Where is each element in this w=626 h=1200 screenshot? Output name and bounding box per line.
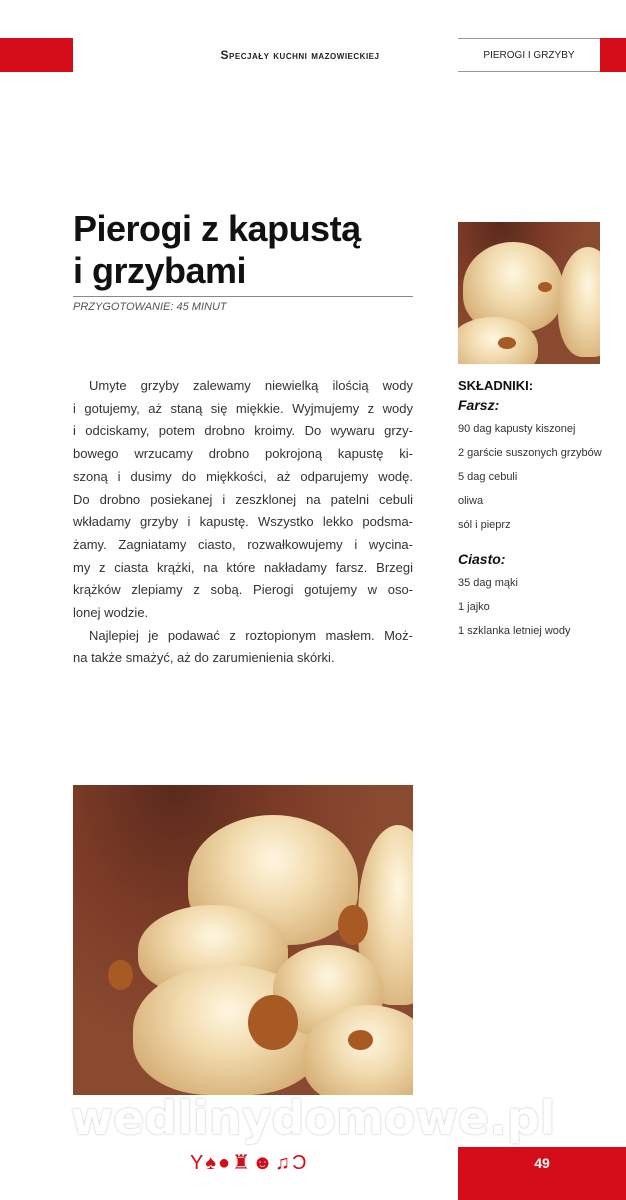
watermark: wedlinydomowe.pl: [70, 1091, 556, 1145]
header-red-bar-right: [600, 38, 626, 72]
ciasto-label: Ciasto:: [458, 551, 506, 567]
prep-time: PRZYGOTOWANIE: 45 MINUT: [73, 301, 227, 313]
pierogi-photo-small: [458, 222, 600, 364]
body-line: lonej wodzie.: [73, 605, 149, 621]
pierogi-photo-large: [73, 785, 413, 1095]
planet-icon: ●: [217, 1152, 233, 1174]
body-line: na także smażyć, aż do zarumienienia skórki.: [73, 650, 335, 666]
body-line: krążków zlepiamy z sobą. Pierogi gotujemy w oso-: [73, 582, 413, 598]
body-line: żamy. Zagniatamy ciasto, rozwałkowujemy i wycina-: [73, 536, 413, 552]
castle-icon: ♜: [232, 1152, 252, 1174]
ingredient-item: 1 szklanka letniej wody: [458, 625, 571, 637]
ingredient-item: 1 jajko: [458, 601, 490, 613]
body-line: wkładamy grzyby i kapustę. Wszystko lekko podsma-: [73, 514, 413, 530]
ingredients-heading: SKŁADNIKI:: [458, 378, 534, 393]
title-divider: [73, 296, 413, 297]
recipe-title: [73, 208, 413, 292]
body-line: Umyte grzyby zalewamy niewielką ilością wody: [89, 378, 413, 393]
body-line: Do drobno posiekanej i zeszklonej na patelni cebuli: [73, 491, 413, 507]
ingredient-item: sól i pieprz: [458, 519, 511, 531]
chapter-label: PIEROGI I GRZYBY: [458, 38, 600, 72]
page-number: 49: [458, 1147, 626, 1200]
title-line-2: i grzybami: [73, 250, 247, 291]
header-red-bar-left: [0, 38, 73, 72]
ingredient-item: 2 garście suszonych grzybów: [458, 447, 602, 459]
ingredient-item: oliwa: [458, 495, 484, 507]
ingredient-item: 35 dag mąki: [458, 577, 518, 589]
body-line: Najlepiej je podawać z roztopionym masłem. Moż-: [89, 627, 413, 643]
body-line: szoną i dusimy do miękkości, aż odparujemy wodę.: [73, 468, 413, 484]
recipe-body: [73, 375, 413, 670]
bird-icon: ♠: [205, 1152, 218, 1174]
plant-icon: Y: [190, 1152, 206, 1174]
body-line: bowego wrzucamy drobno pokrojoną kapustę ki-: [73, 446, 413, 462]
footer-icons: [190, 1150, 309, 1176]
body-line: i gotujemy, aż staną się miękkie. Wyjmujemy z wody: [73, 400, 413, 416]
farsz-label: Farsz:: [458, 397, 500, 413]
ingredient-item: 90 dag kapusty kiszonej: [458, 423, 576, 435]
body-line: my z ciasta krążki, na które nakładamy farsz. Brzegi: [73, 559, 413, 575]
music-note-icon: ♫: [275, 1152, 293, 1174]
head-profile-icon: Ɔ: [292, 1152, 309, 1174]
ingredients-panel: [458, 378, 626, 643]
section-title: Specjały kuchni mazowieckiej: [220, 48, 380, 62]
ingredient-item: 5 dag cebuli: [458, 471, 518, 483]
body-line: i odciskamy, potem drobno kroimy. Do wywaru grzy-: [73, 423, 413, 439]
title-line-1: Pierogi z kapustą: [73, 208, 361, 249]
theater-mask-icon: ☻: [252, 1152, 276, 1174]
